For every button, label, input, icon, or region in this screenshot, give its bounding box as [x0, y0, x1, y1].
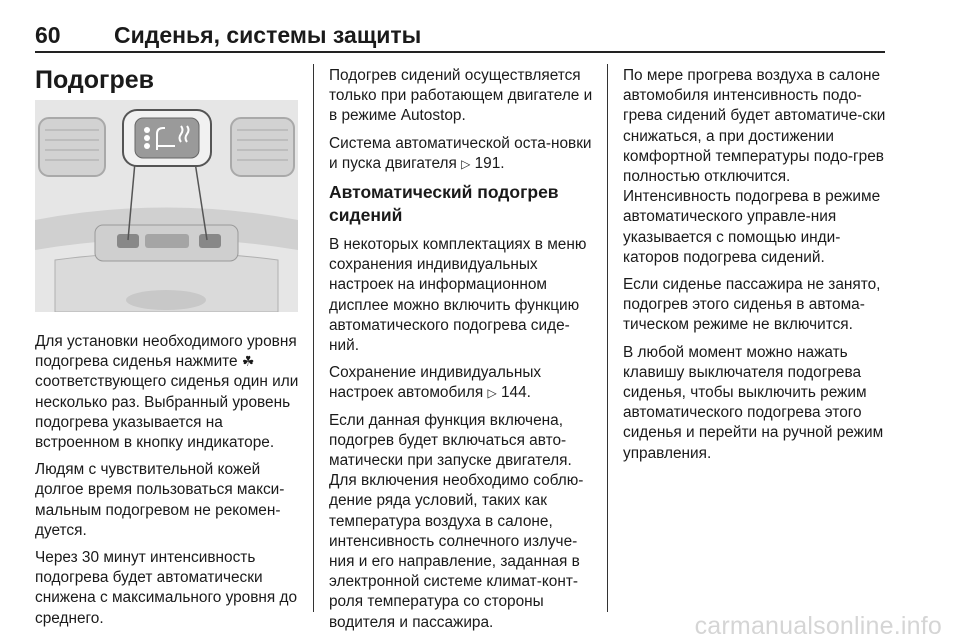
paragraph-1	[35, 332, 301, 453]
xref-arrow-icon: ▷	[461, 156, 471, 171]
paragraph-7-text: Сохранение индивидуальных настроек автомобиля	[329, 364, 542, 402]
header-divider	[35, 51, 885, 53]
right-vent	[231, 118, 294, 176]
paragraph-3: Через 30 минут интенсивность подогрева будет автоматически снижена с максимального уровня до среднего.	[35, 549, 298, 627]
xref-arrow-icon: ▷	[487, 386, 497, 401]
paragraph-6: В некоторых комплектациях в меню сохранения индивидуальных настроек на информационном дисплее можно включить функцию автоматического подогрева сиде-ний.	[329, 236, 587, 355]
paragraph-10: Если сиденье пассажира не занято, подогрев этого сиденья в автома-тическом режиме не включится.	[623, 276, 881, 334]
page-header	[35, 22, 885, 52]
column-3	[623, 66, 887, 471]
heading-podogrev: Подогрев	[35, 66, 155, 94]
section-title: Сиденья, системы защиты	[114, 22, 422, 48]
paragraph-11: В любой момент можно нажать клавишу выключателя подогрева сиденья, чтобы выключить режим автоматического подогрева этого сиденья и перейти на ручной режим управления.	[623, 343, 884, 462]
paragraph-8: Если данная функция включена, подогрев будет включаться авто-матически при запуске двигателя. Для включения необходимо соблю-дение ряда условий, таких как температура воздуха в салоне, интенсивность солнечного излуче-ния и его направление, заданная в электронной системе климат-конт-роля температура со стороны водителя и пассажира.	[329, 411, 584, 631]
paragraph-7	[329, 363, 597, 403]
page-number: 60	[35, 22, 61, 48]
xref-page-191[interactable]: 191.	[474, 154, 505, 172]
column-2	[329, 66, 597, 640]
watermark-text: carmanualsonline.info	[694, 612, 942, 640]
left-vent	[39, 118, 105, 176]
paragraph-4: Подогрев сидений осуществляется только при работающем двигателе и в режиме Autostop.	[329, 67, 593, 125]
paragraph-1-text-a: Для установки необходимого уровня подогрева сиденья нажмите	[35, 333, 297, 371]
column-divider-1	[313, 64, 314, 612]
paragraph-9: По мере прогрева воздуха в салоне автомобиля интенсивность подо-грева сидений будет автоматиче-ски снижаться, а при достижении комфортной температуры подо-грев полностью отключится. Интенсивность подогрева в режиме автоматического управле-ния указывается с помощью инди-каторов подогрева сидений.	[623, 67, 886, 266]
paragraph-5	[329, 134, 597, 174]
paragraph-2: Людям с чувствительной кожей долгое время пользоваться макси-мальным подогревом не рекомен-дуется.	[35, 461, 285, 539]
xref-page-144[interactable]: 144.	[501, 384, 531, 402]
heading-auto-heating: Автоматический подогрев сидений	[329, 182, 559, 226]
paragraph-1-text-b: соответствующего сиденья один или несколько раз. Выбранный уровень подогрева указывается на встроенном в кнопку индикаторе.	[35, 373, 299, 452]
seat-heater-illustration	[35, 100, 298, 312]
paragraph-5-text: Система автоматической оста-новки и пуска двигателя	[329, 134, 592, 172]
column-1	[35, 66, 301, 636]
column-divider-2	[607, 64, 608, 612]
seat-heat-icon: ☘	[241, 354, 255, 371]
